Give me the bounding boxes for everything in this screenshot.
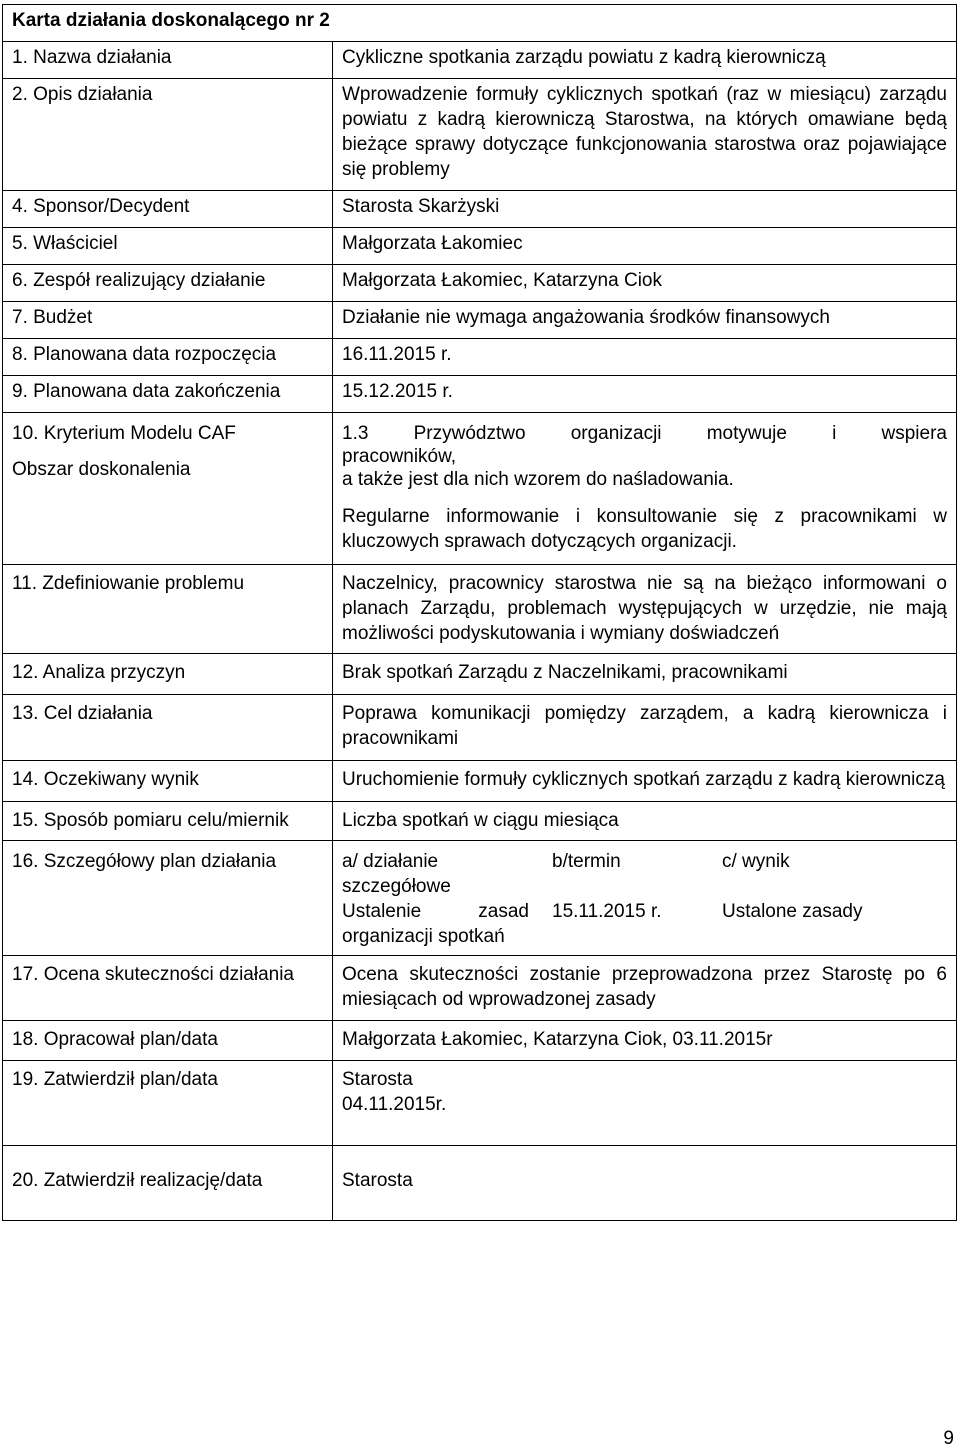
detailed-plan-header-row bbox=[342, 849, 947, 899]
row-label: 15. Sposób pomiaru celu/miernik bbox=[3, 802, 333, 841]
row-value: Liczba spotkań w ciągu miesiąca bbox=[333, 802, 957, 841]
detailed-plan-table bbox=[342, 849, 947, 949]
table-row bbox=[3, 302, 957, 339]
row-value: Cykliczne spotkania zarządu powiatu z kadrą kierowniczą bbox=[333, 42, 957, 79]
table-row bbox=[3, 79, 957, 191]
caf-criterion-cont: pracowników, bbox=[342, 446, 457, 467]
row-label: 19. Zatwierdził plan/data bbox=[3, 1061, 333, 1146]
table-row bbox=[3, 265, 957, 302]
action-card-table bbox=[2, 4, 957, 1221]
table-row bbox=[3, 1146, 957, 1221]
row-label: 6. Zespół realizujący działanie bbox=[3, 265, 333, 302]
table-row bbox=[3, 376, 957, 413]
table-row bbox=[3, 695, 957, 761]
table-row bbox=[3, 42, 957, 79]
row-label: 5. Właściciel bbox=[3, 228, 333, 265]
row-value: Poprawa komunikacji pomiędzy zarządem, a kadrą kierownicza i pracownikami bbox=[333, 695, 957, 761]
title-row bbox=[3, 5, 957, 42]
table-row bbox=[3, 761, 957, 802]
plan-header-action: a/ działanie szczegółowe bbox=[342, 851, 451, 897]
row-value: Starosta bbox=[333, 1146, 957, 1221]
row-label: 16. Szczegółowy plan działania bbox=[3, 841, 333, 956]
row-label-cell bbox=[3, 413, 333, 565]
row-value: Małgorzata Łakomiec, Katarzyna Ciok bbox=[333, 265, 957, 302]
table-row bbox=[3, 565, 957, 654]
row-value: Działanie nie wymaga angażowania środków finansowych bbox=[333, 302, 957, 339]
row-label-secondary: Obszar doskonalenia bbox=[12, 459, 191, 480]
row-label: 4. Sponsor/Decydent bbox=[3, 191, 333, 228]
row-label: 9. Planowana data zakończenia bbox=[3, 376, 333, 413]
row-label: 20. Zatwierdził realizację/data bbox=[3, 1146, 333, 1221]
row-value: 16.11.2015 r. bbox=[333, 339, 957, 376]
row-value: Brak spotkań Zarządu z Naczelnikami, pracownikami bbox=[333, 654, 957, 695]
table-row bbox=[3, 841, 957, 956]
row-label: 10. Kryterium Modelu CAF bbox=[12, 423, 236, 444]
detailed-plan-row bbox=[342, 899, 947, 949]
row-label: 11. Zdefiniowanie problemu bbox=[3, 565, 333, 654]
row-label: 14. Oczekiwany wynik bbox=[3, 761, 333, 802]
row-label: 17. Ocena skuteczności działania bbox=[3, 956, 333, 1021]
row-value: Małgorzata Łakomiec, Katarzyna Ciok, 03.11.2015r bbox=[333, 1021, 957, 1061]
document-page bbox=[2, 4, 957, 1221]
improvement-area: Regularne informowanie i konsultowanie się z pracownikami w kluczowych sprawach dotyczących organizacji. bbox=[342, 506, 947, 552]
table-row bbox=[3, 413, 957, 565]
detailed-plan-cell bbox=[333, 841, 957, 956]
table-row bbox=[3, 191, 957, 228]
table-row bbox=[3, 956, 957, 1021]
row-label: 2. Opis działania bbox=[3, 79, 333, 191]
row-label: 1. Nazwa działania bbox=[3, 42, 333, 79]
table-row bbox=[3, 228, 957, 265]
row-label: 8. Planowana data rozpoczęcia bbox=[3, 339, 333, 376]
page-number: 9 bbox=[943, 1428, 954, 1449]
approval-date: 04.11.2015r. bbox=[342, 1094, 447, 1115]
plan-header-term: b/termin bbox=[552, 851, 621, 872]
plan-header-result: c/ wynik bbox=[722, 851, 790, 872]
row-label: 12. Analiza przyczyn bbox=[3, 654, 333, 695]
table-row bbox=[3, 1061, 957, 1146]
row-value-cell bbox=[333, 1061, 957, 1146]
table-row bbox=[3, 654, 957, 695]
plan-action: Ustalenie zasad organizacji spotkań bbox=[342, 901, 529, 947]
card-title: Karta działania doskonalącego nr 2 bbox=[3, 5, 957, 42]
caf-criterion-cont2: a także jest dla nich wzorem do naśladowania. bbox=[342, 469, 734, 490]
row-value: Wprowadzenie formuły cyklicznych spotkań (raz w miesiącu) zarządu powiatu z kadrą kierowniczą Starostwa, na których omawiane będą bieżące sprawy dotyczące funkcjonowania starostwa oraz pojawiające się problemy bbox=[333, 79, 957, 191]
row-value: Uruchomienie formuły cyklicznych spotkań zarządu z kadrą kierowniczą bbox=[333, 761, 957, 802]
table-row bbox=[3, 339, 957, 376]
row-value: Naczelnicy, pracownicy starostwa nie są na bieżąco informowani o planach Zarządu, problemach występujących w urzędzie, nie mają możliwości podyskutowania i wymiany doświadczeń bbox=[333, 565, 957, 654]
caf-criterion: 1.3 Przywództwo organizacji motywuje i wspiera bbox=[342, 423, 947, 444]
plan-term: 15.11.2015 r. bbox=[552, 901, 662, 922]
row-label: 18. Opracował plan/data bbox=[3, 1021, 333, 1061]
row-label: 7. Budżet bbox=[3, 302, 333, 339]
table-row bbox=[3, 1021, 957, 1061]
row-value: Starosta Skarżyski bbox=[333, 191, 957, 228]
row-label: 13. Cel działania bbox=[3, 695, 333, 761]
row-value: Małgorzata Łakomiec bbox=[333, 228, 957, 265]
approver: Starosta bbox=[342, 1069, 413, 1090]
row-value: 15.12.2015 r. bbox=[333, 376, 957, 413]
plan-result: Ustalone zasady bbox=[722, 901, 863, 922]
row-value: Ocena skuteczności zostanie przeprowadzona przez Starostę po 6 miesiącach od wprowadzonej zasady bbox=[333, 956, 957, 1021]
row-value-cell bbox=[333, 413, 957, 565]
table-row bbox=[3, 802, 957, 841]
